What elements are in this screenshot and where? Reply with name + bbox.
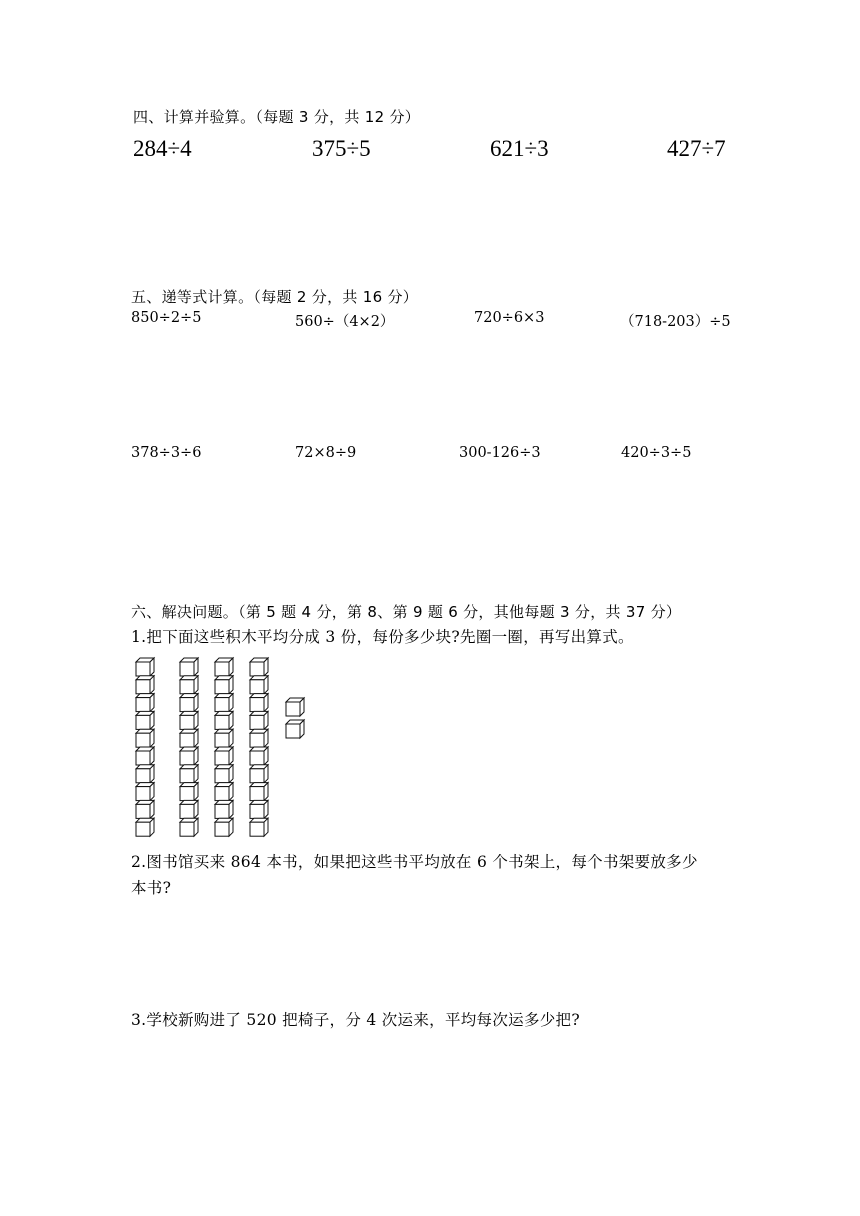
problem-4-2: 375÷5 bbox=[312, 136, 371, 161]
cube bbox=[136, 694, 154, 712]
cube bbox=[136, 765, 154, 783]
cube bbox=[180, 783, 198, 801]
cube bbox=[215, 747, 233, 765]
cube bbox=[215, 694, 233, 712]
cube bbox=[180, 747, 198, 765]
problem-4-4: 427÷7 bbox=[667, 136, 726, 161]
expr-5-6: 72×8÷9 bbox=[295, 445, 357, 461]
cube bbox=[250, 694, 268, 712]
building-blocks-illustration bbox=[128, 654, 328, 840]
cube bbox=[136, 676, 154, 694]
cube bbox=[180, 676, 198, 694]
cube bbox=[250, 747, 268, 765]
expr-5-1: 850÷2÷5 bbox=[131, 310, 202, 326]
problem-4-3: 621÷3 bbox=[490, 136, 549, 161]
cube bbox=[180, 711, 198, 729]
cube bbox=[250, 818, 268, 836]
cube bbox=[180, 765, 198, 783]
cube bbox=[180, 658, 198, 676]
cube bbox=[180, 818, 198, 836]
cube bbox=[215, 818, 233, 836]
cube bbox=[250, 800, 268, 818]
cube bbox=[250, 729, 268, 747]
cube bbox=[215, 783, 233, 801]
cube bbox=[215, 658, 233, 676]
cube bbox=[250, 711, 268, 729]
cube bbox=[215, 800, 233, 818]
cube bbox=[136, 711, 154, 729]
cube bbox=[250, 658, 268, 676]
cube bbox=[180, 729, 198, 747]
cube bbox=[250, 676, 268, 694]
cube bbox=[136, 783, 154, 801]
question-2-line-2: 本书? bbox=[131, 879, 172, 897]
section-5-title: 五、递等式计算。（每题 2 分，共 16 分） bbox=[131, 288, 419, 306]
cube bbox=[136, 747, 154, 765]
expr-5-8: 420÷3÷5 bbox=[621, 445, 692, 461]
cube bbox=[180, 800, 198, 818]
section-4-title: 四、计算并验算。（每题 3 分，共 12 分） bbox=[133, 108, 421, 126]
question-1: 1.把下面这些积木平均分成 3 份，每份多少块?先圈一圈，再写出算式。 bbox=[131, 628, 634, 646]
expr-5-2: 560÷（4×2） bbox=[295, 314, 395, 330]
cube bbox=[215, 765, 233, 783]
expr-5-7: 300-126÷3 bbox=[459, 445, 541, 461]
question-2-line-1: 2.图书馆买来 864 本书，如果把这些书平均放在 6 个书架上，每个书架要放多少 bbox=[131, 853, 698, 871]
question-3: 3.学校新购进了 520 把椅子，分 4 次运来，平均每次运多少把? bbox=[131, 1011, 580, 1029]
cube bbox=[250, 765, 268, 783]
cube bbox=[136, 658, 154, 676]
section-6-title: 六、解决问题。（第 5 题 4 分，第 8、第 9 题 6 分，其他每题 3 分，共 37 分） bbox=[131, 603, 682, 621]
expr-5-5: 378÷3÷6 bbox=[131, 445, 202, 461]
cube bbox=[250, 783, 268, 801]
cube bbox=[215, 711, 233, 729]
cube bbox=[215, 729, 233, 747]
cube bbox=[215, 676, 233, 694]
cube bbox=[136, 729, 154, 747]
cube bbox=[180, 694, 198, 712]
expr-5-3: 720÷6×3 bbox=[474, 310, 545, 326]
problem-4-1: 284÷4 bbox=[133, 136, 192, 161]
cube bbox=[136, 818, 154, 836]
cube bbox=[136, 800, 154, 818]
expr-5-4: （718-203）÷5 bbox=[620, 314, 731, 330]
loose-cube bbox=[286, 720, 304, 738]
loose-cube bbox=[286, 698, 304, 716]
